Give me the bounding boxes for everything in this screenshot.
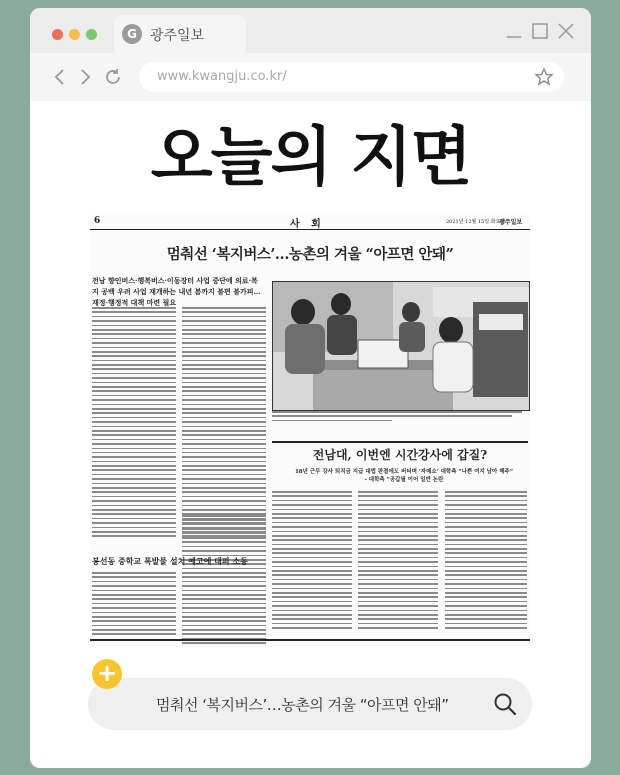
tab-title: 광주일보 [150,28,205,44]
minimize-icon[interactable] [505,22,523,40]
browser-tab[interactable] [114,15,246,53]
add-button[interactable]: + [92,659,122,689]
back-icon[interactable] [50,67,70,87]
close-icon[interactable] [557,22,575,40]
article-body-column [92,307,176,540]
photo-illustration [273,282,529,410]
article-body-column [358,491,438,632]
article-body-column [445,491,527,632]
second-article-headline: 봉선동 중학교 폭발물 설치 예고에 대피 소동 [92,556,248,566]
newspaper-page-image[interactable] [90,215,530,647]
newspaper-masthead [90,215,530,230]
forward-icon[interactable] [75,67,95,87]
newspaper-page-number: 6 [94,216,101,226]
article-body-column [182,572,266,638]
search-icon[interactable] [493,692,517,716]
favicon-icon: G [122,24,142,44]
newspaper-date: 2021년 12월 15일 화요일 [446,219,506,225]
url-field[interactable] [139,62,564,92]
sub-article-deck: 18년 근무 강사 퇴직금 지급 대법 판결에도 버티며 ‘자매소’ 대학측 “나쁜 여지 남아 해주” - 대학측 “공갑필 이어 일반 논란 [294,469,514,483]
title-bar [30,8,591,53]
sub-article-headline: 전남대, 이번엔 시간강사에 갑질? [312,448,488,462]
article-body-column [272,491,352,632]
newspaper-deck: 전남 향인버스·행복버스·이동장터 사업 중단에 의료·복지 공백 우려 사업 재개하는 내년 봄까지 불편 불가피…재정·행정적 대책 마련 필요 [92,276,261,307]
divider [272,441,528,443]
search-bar[interactable] [88,678,532,730]
maximize-window-button[interactable] [86,29,97,40]
url-text: www.kwangju.co.kr/ [157,69,287,84]
article-photo [272,281,530,411]
close-window-button[interactable] [52,29,63,40]
newspaper-headline: 멈춰선 ‘복지버스’…농촌의 겨울 “아프면 안돼” [166,246,454,263]
bookmark-star-icon[interactable] [534,67,554,87]
article-body-column [182,307,266,540]
newspaper-brand: 광주일보 [499,219,523,226]
photo-caption [272,411,528,431]
reload-icon[interactable] [103,67,123,87]
browser-window [30,8,591,768]
minimize-window-button[interactable] [69,29,80,40]
newspaper-bottom-rule [90,639,530,641]
search-query: 멈춰선 ‘복지버스’…농촌의 겨울 “아프면 안돼” [156,696,449,714]
maximize-icon[interactable] [531,22,549,40]
address-bar-area [30,53,591,101]
newspaper-section: 사 회 [290,219,325,230]
page-title: 오늘의 지면 [150,121,471,195]
article-body-column [92,572,176,638]
